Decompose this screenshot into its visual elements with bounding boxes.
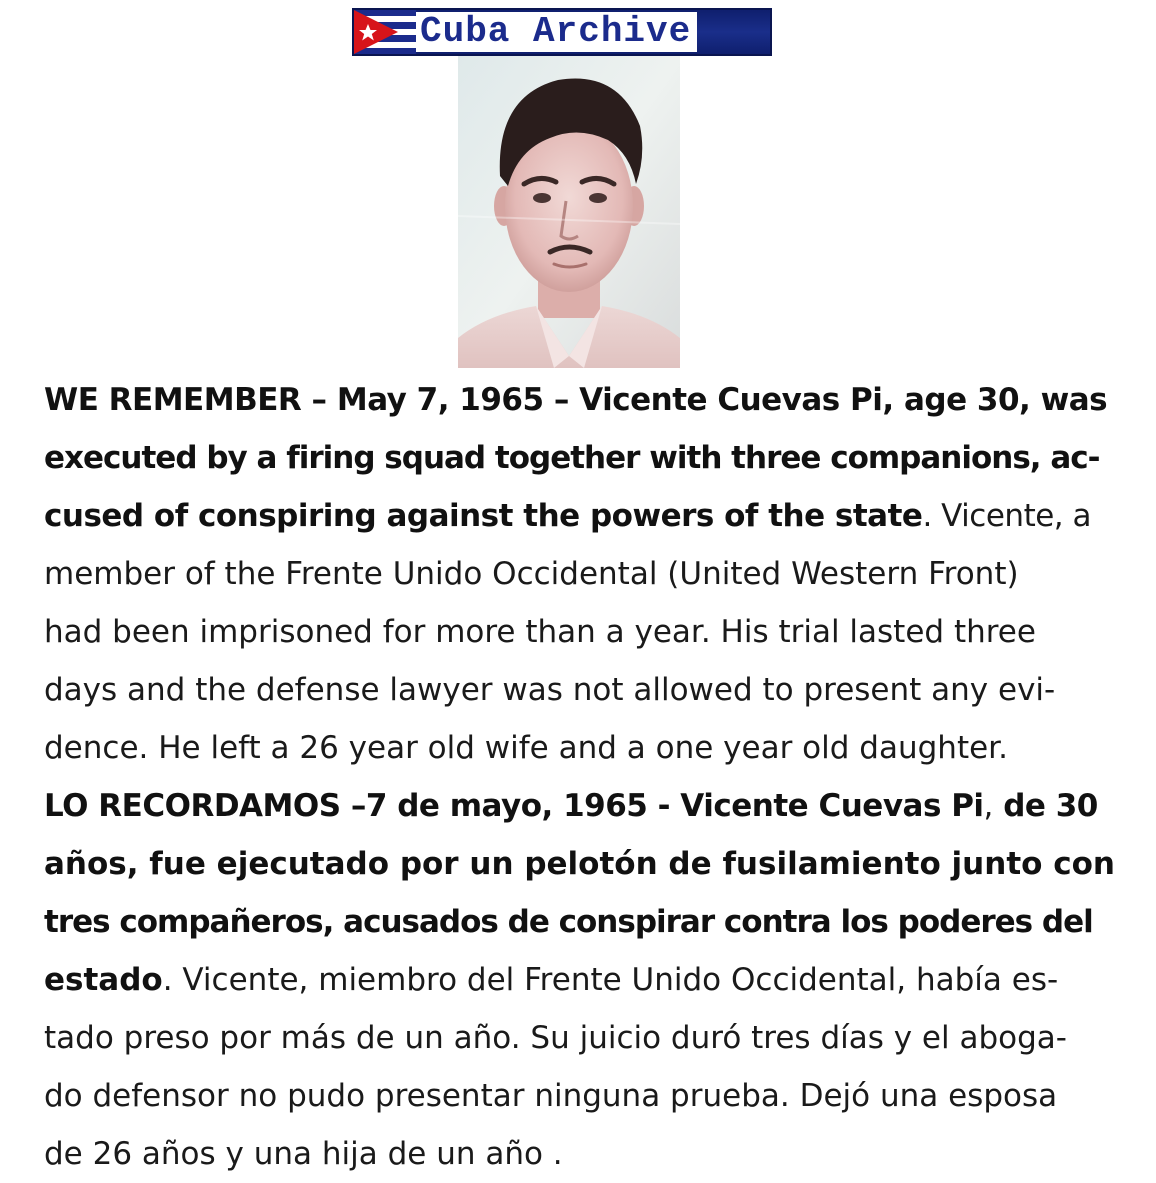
- spanish-line-6: do defensor no pudo presentar ninguna prueba. Dejó una esposa: [44, 1078, 1058, 1114]
- spanish-line-1-bold-b: de 30: [992, 788, 1098, 824]
- spanish-line-4-normal: . Vicente, miembro del Frente Unido Occidental, había es-: [162, 962, 1059, 998]
- english-line-4: member of the Frente Unido Occidental (United Western Front): [44, 556, 1019, 592]
- english-line-5: had been imprisoned for more than a year. His trial lasted three: [44, 614, 1036, 650]
- english-line-6: days and the defense lawyer was not allowed to present any evi-: [44, 672, 1056, 708]
- english-line-1: [44, 371, 1119, 429]
- english-line-3-bold: cused of conspiring against the powers of the state: [44, 498, 923, 534]
- memorial-text: [44, 371, 1119, 1183]
- spanish-line-1: [44, 777, 1119, 835]
- english-line-7: dence. He left a 26 year old wife and a one year old daughter.: [44, 730, 1008, 766]
- spanish-line-7: de 26 años y una hija de un año .: [44, 1136, 563, 1172]
- cuban-flag-icon: [354, 10, 416, 54]
- spanish-line-3: tres compañeros, acusados de conspirar contra los poderes del: [44, 904, 1093, 940]
- english-line-3-normal: . Vicente, a: [922, 498, 1091, 534]
- logo-text: Cuba Archive: [416, 12, 697, 52]
- spanish-line-1-bold-a: LO RECORDAMOS –7 de mayo, 1965 - Vicente Cuevas Pi: [44, 788, 984, 824]
- cuba-archive-logo: [352, 8, 772, 56]
- spanish-line-4: [44, 951, 1119, 1009]
- spanish-line-4-bold: estado: [44, 962, 163, 998]
- english-line-2: executed by a firing squad together with three companions, ac-: [44, 440, 1100, 476]
- spanish-line-5: tado preso por más de un año. Su juicio duró tres días y el aboga-: [44, 1020, 1067, 1056]
- english-line-1-text: WE REMEMBER – May 7, 1965 – Vicente Cuevas Pi, age 30, was: [44, 382, 1108, 418]
- spanish-line-2: años, fue ejecutado por un pelotón de fusilamiento junto con: [44, 846, 1115, 882]
- portrait-photo: [458, 56, 680, 368]
- spanish-line-1-normal: ,: [983, 788, 993, 824]
- english-line-3: [44, 487, 1119, 545]
